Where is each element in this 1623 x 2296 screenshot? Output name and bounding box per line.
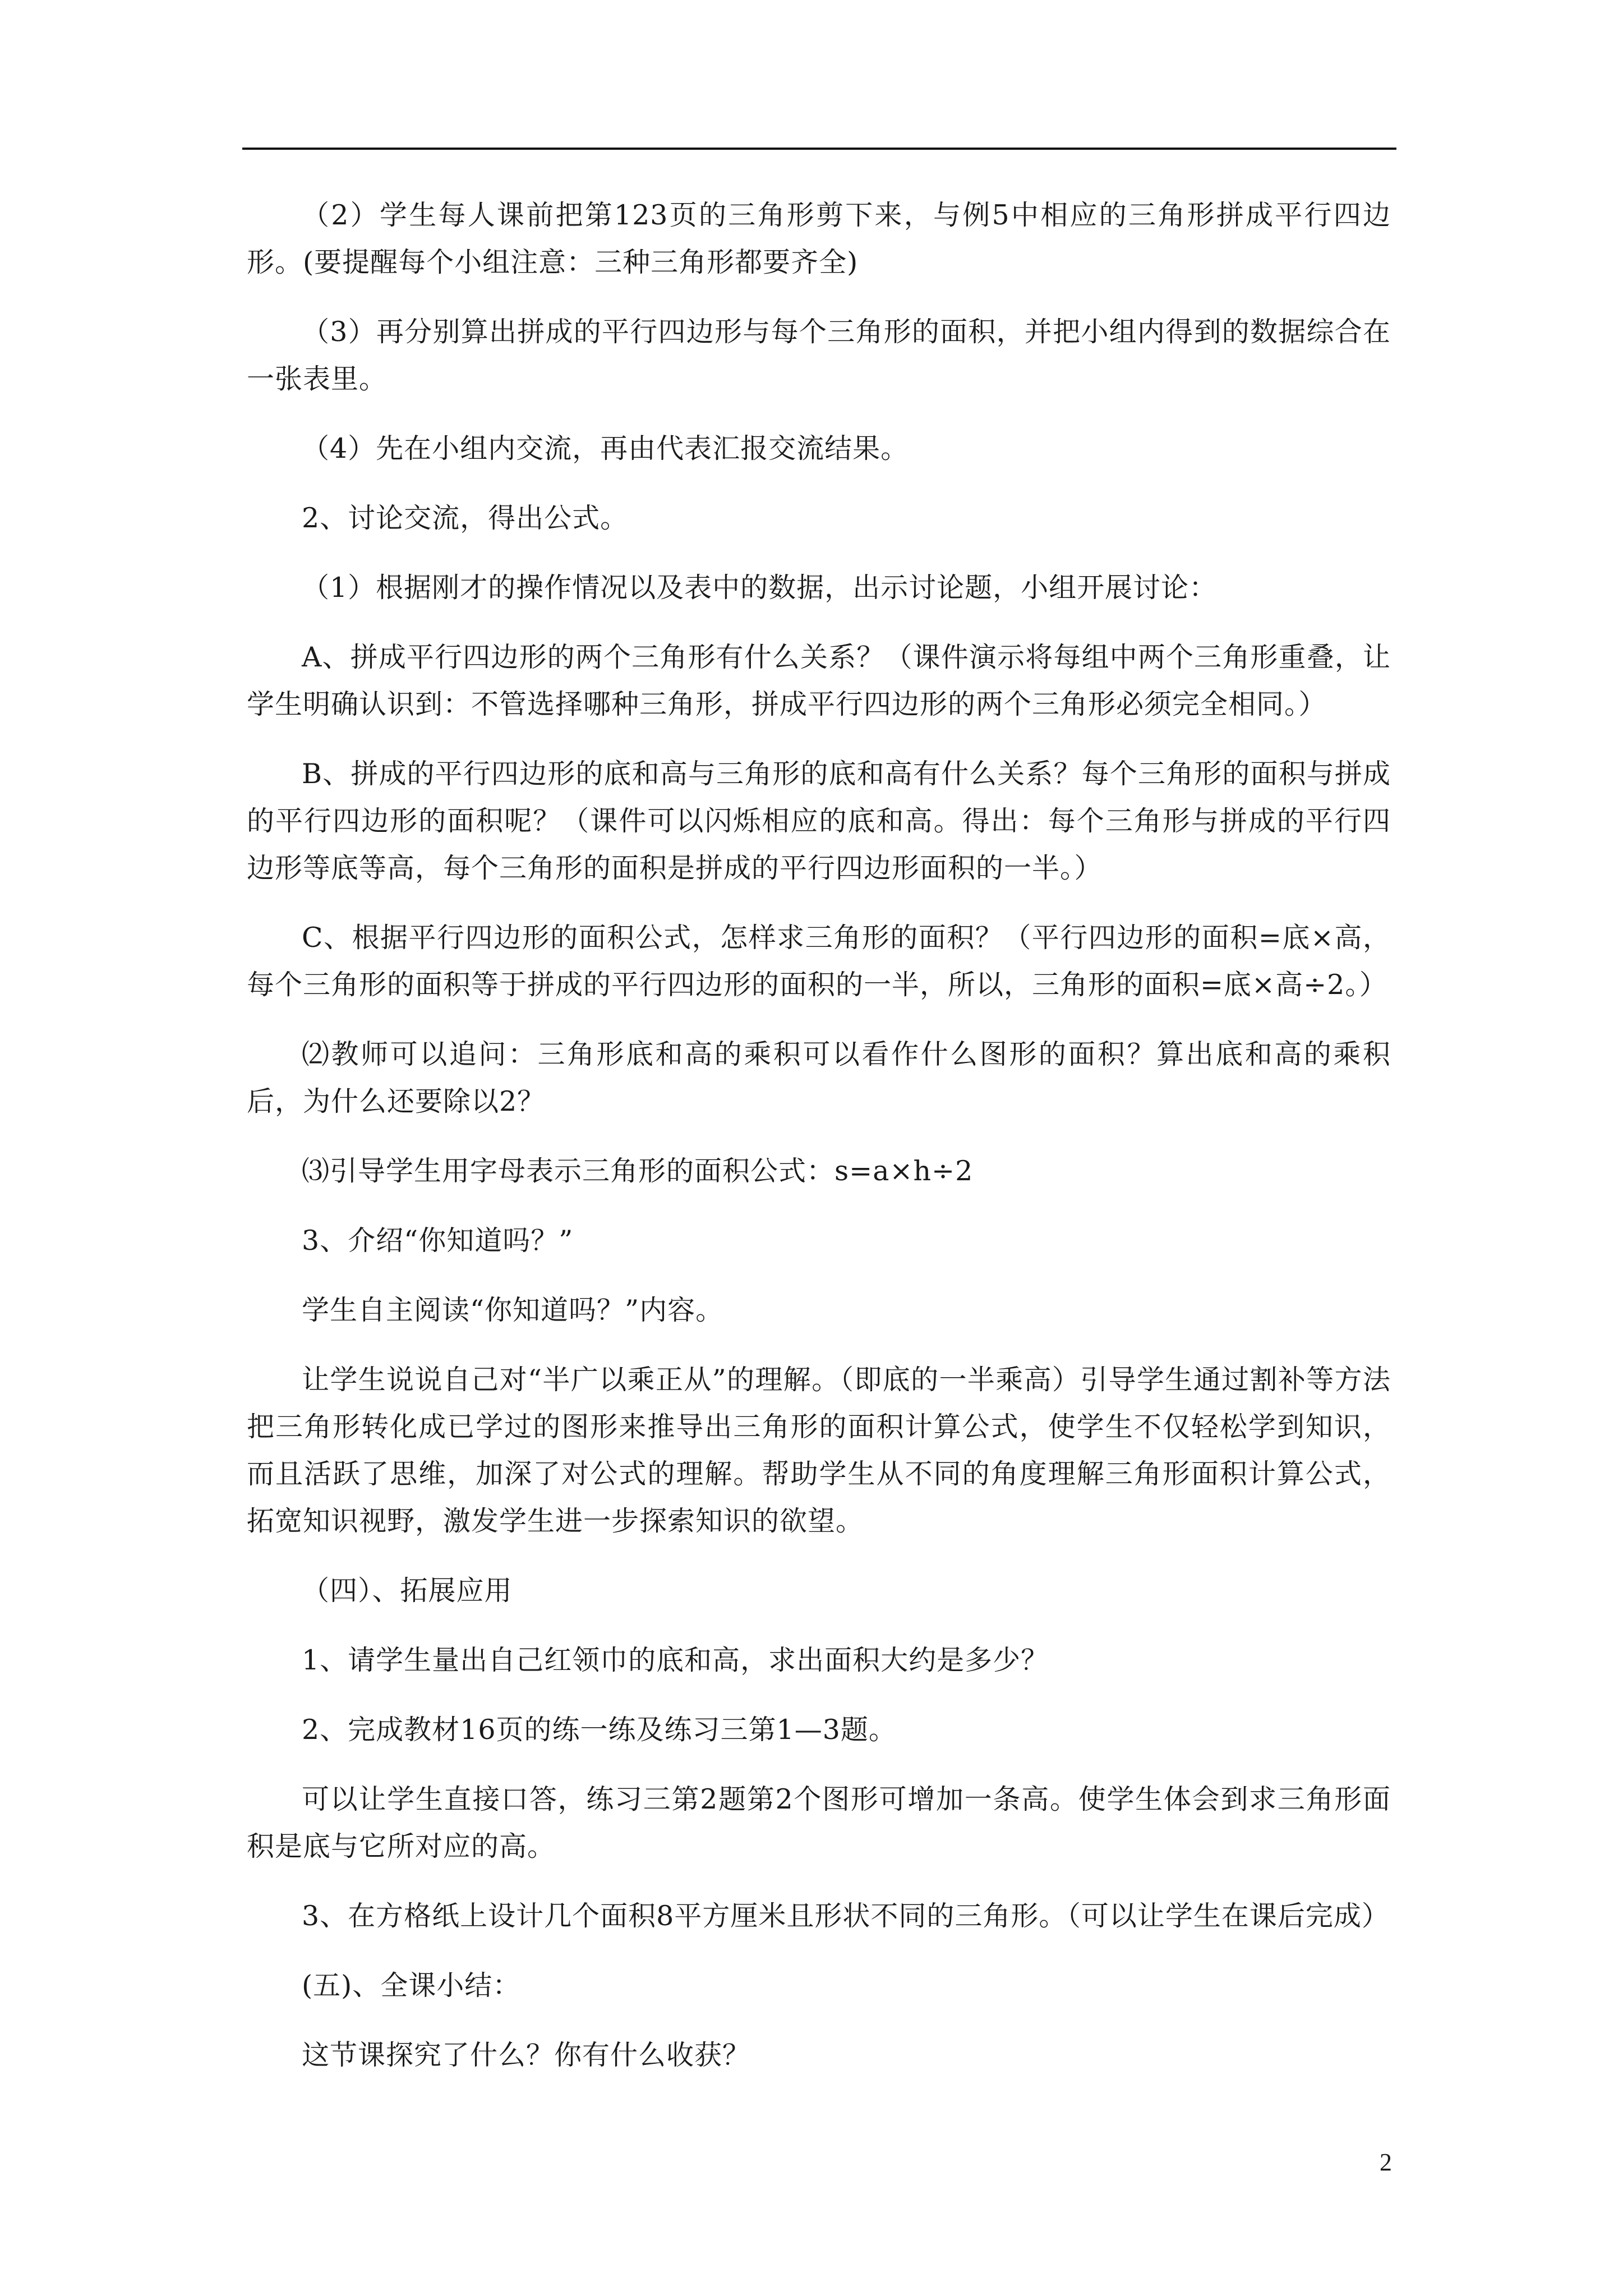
paragraph-summary-heading: (五)、全课小结：	[302, 1970, 521, 2001]
paragraph-question-a: A、拼成平行四边形的两个三角形有什么关系？（课件演示将每组中两个三角形重叠，让学生明确认识到：不管选择哪种三角形，拼成平行四边形的两个三角形必须完全相同。）	[247, 641, 1391, 720]
paragraph-teacher-follow-up: ⑵教师可以追问：三角形底和高的乘积可以看作什么图形的面积？算出底和高的乘积后，为什么还要除以2？	[247, 1038, 1391, 1117]
page-number: 2	[1380, 2148, 1392, 2176]
paragraph-question-c: C、根据平行四边形的面积公式，怎样求三角形的面积？（平行四边形的面积=底×高，每个三角形的面积等于拼成的平行四边形的面积的一半，所以，三角形的面积=底×高÷2。）	[247, 922, 1391, 1001]
paragraph-area-formula: ⑶引导学生用字母表示三角形的面积公式：s=a×h÷2	[302, 1155, 974, 1187]
paragraph-did-you-know-heading: 3、介绍“你知道吗？”	[302, 1225, 574, 1257]
paragraph-step-2-cut-triangles: （2）学生每人课前把第123页的三角形剪下来，与例5中相应的三角形拼成平行四边形。(要提醒每个小组注意：三种三角形都要齐全)	[247, 199, 1391, 278]
paragraph-understanding-discussion: 让学生说说自己对“半广以乘正从”的理解。（即底的一半乘高）引导学生通过割补等方法把三角形转化成已学过的图形来推导出三角形的面积计算公式，使学生不仅轻松学到知识，而且活跃了思维，加深了对公式的理解。帮助学生从不同的角度理解三角形面积计算公式，拓宽知识视野，激发学生进一步探索知识的欲望。	[247, 1364, 1391, 1537]
paragraph-extension-heading: （四）、拓展应用	[302, 1575, 513, 1607]
paragraph-step-4-group-exchange: （4）先在小组内交流，再由代表汇报交流结果。	[302, 432, 909, 464]
document-body	[247, 192, 1391, 2101]
paragraph-did-you-know-reading: 学生自主阅读“你知道吗？”内容。	[302, 1294, 724, 1326]
paragraph-extension-item-2: 2、完成教材16页的练一练及练习三第1—3题。	[302, 1714, 897, 1746]
paragraph-step-3-compute-areas: （3）再分别算出拼成的平行四边形与每个三角形的面积，并把小组内得到的数据综合在一张表里。	[247, 316, 1391, 395]
paragraph-question-b: B、拼成的平行四边形的底和高与三角形的底和高有什么关系？每个三角形的面积与拼成的平行四边形的面积呢？（课件可以闪烁相应的底和高。得出：每个三角形与拼成的平行四边形等底等高，每个三角形的面积是拼成的平行四边形面积的一半。）	[247, 758, 1391, 884]
paragraph-discussion-topic: （1）根据刚才的操作情况以及表中的数据，出示讨论题，小组开展讨论：	[302, 572, 1218, 604]
paragraph-summary-question: 这节课探究了什么？你有什么收获？	[302, 2039, 751, 2071]
paragraph-extension-oral-answer: 可以让学生直接口答，练习三第2题第2个图形可增加一条高。使学生体会到求三角形面积是底与它所对应的高。	[247, 1783, 1391, 1862]
paragraph-discussion-heading: 2、讨论交流，得出公式。	[302, 502, 629, 534]
paragraph-extension-item-1: 1、请学生量出自己红领巾的底和高，求出面积大约是多少？	[302, 1644, 1049, 1676]
header-rule	[242, 148, 1396, 150]
paragraph-extension-item-3: 3、在方格纸上设计几个面积8平方厘米且形状不同的三角形。（可以让学生在课后完成）	[302, 1900, 1390, 1932]
